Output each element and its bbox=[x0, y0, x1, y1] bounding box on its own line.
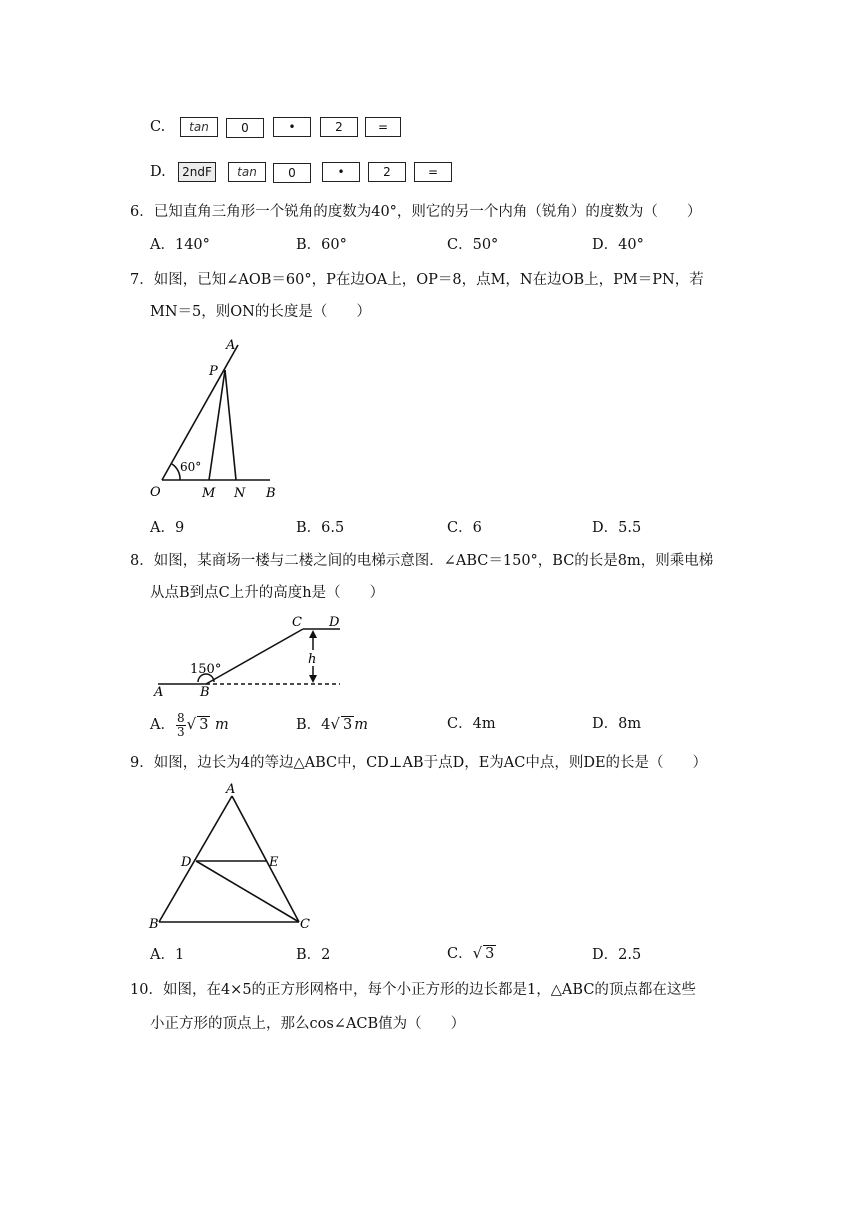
equals-key: = bbox=[365, 117, 401, 137]
dot-key: • bbox=[322, 162, 360, 182]
q6-option-c: C．50° bbox=[447, 237, 499, 253]
q5-option-c-label: C. bbox=[150, 119, 166, 135]
q5-option-d-label: D. bbox=[150, 164, 166, 180]
q8-stem-line2: 从点B到点C上升的高度h是（ ） bbox=[150, 585, 385, 601]
label-b: B bbox=[266, 486, 276, 501]
arrow-head-up bbox=[309, 630, 317, 638]
arrow-head-down bbox=[309, 675, 317, 683]
q7-option-c: C．6 bbox=[447, 520, 482, 536]
q10-stem-line1: 10．如图，在4×5的正方形网格中，每个小正方形的边长都是1，△ABC的顶点都在这些 bbox=[130, 982, 696, 998]
q8-figure bbox=[148, 610, 358, 700]
q7-option-a: A．9 bbox=[150, 520, 185, 536]
denominator: 3 bbox=[176, 724, 185, 739]
q8-option-d: D．8m bbox=[592, 716, 642, 732]
label-e: E bbox=[269, 855, 279, 870]
radicand: 3 bbox=[485, 946, 495, 962]
option-label: C． bbox=[447, 946, 473, 962]
label-d: D bbox=[181, 855, 192, 870]
label-b: B bbox=[200, 685, 210, 700]
two-key: 2 bbox=[320, 117, 358, 137]
dot-key: • bbox=[273, 117, 311, 137]
segment-pm bbox=[209, 370, 225, 480]
label-h: h bbox=[308, 652, 317, 667]
option-label: A． bbox=[150, 717, 175, 733]
q8-option-c: C．4m bbox=[447, 716, 496, 732]
q10-stem-line2: 小正方形的顶点上，那么cos∠ACB值为（ ） bbox=[150, 1016, 466, 1032]
second-function-key: 2ndF bbox=[178, 162, 216, 182]
q8-stem-line1: 8．如图，某商场一楼与二楼之间的电梯示意图．∠ABC＝150°，BC的长是8m，则乘电梯 bbox=[130, 553, 714, 569]
label-c: C bbox=[300, 917, 310, 932]
label-m: M bbox=[202, 486, 216, 501]
q9-option-c bbox=[447, 943, 496, 964]
unit: m bbox=[215, 717, 229, 733]
q6-stem: 6．已知直角三角形一个锐角的度数为40°，则它的另一个内角（锐角）的度数为（ ） bbox=[130, 204, 702, 220]
tan-key: tan bbox=[180, 117, 218, 137]
label-angle: 60° bbox=[180, 460, 202, 474]
two-key: 2 bbox=[368, 162, 406, 182]
radicand: 3 bbox=[199, 717, 209, 733]
numerator: 8 bbox=[176, 710, 185, 725]
label-a: A bbox=[226, 338, 236, 353]
zero-key: 0 bbox=[273, 163, 311, 183]
q9-option-d: D．2.5 bbox=[592, 947, 642, 963]
equals-key: = bbox=[414, 162, 452, 182]
radical-sign: √ bbox=[330, 715, 340, 733]
label-angle: 150° bbox=[190, 662, 222, 677]
label-b: B bbox=[149, 917, 159, 932]
q8-option-a bbox=[150, 708, 229, 741]
fraction bbox=[176, 712, 186, 739]
q6-option-b: B．60° bbox=[296, 237, 347, 253]
zero-key: 0 bbox=[226, 118, 264, 138]
q7-stem-line1: 7．如图，已知∠AOB＝60°，P在边OA上，OP＝8，点M，N在边OB上，PM＝PN，若 bbox=[130, 272, 704, 288]
q6-option-a: A．140° bbox=[150, 237, 210, 253]
q9-option-a: A．1 bbox=[150, 947, 185, 963]
q8-option-b bbox=[296, 714, 368, 735]
q7-option-b: B．6.5 bbox=[296, 520, 345, 536]
label-o: O bbox=[150, 485, 161, 500]
label-p: P bbox=[209, 364, 218, 379]
label-a: A bbox=[154, 685, 164, 700]
q7-option-d: D．5.5 bbox=[592, 520, 642, 536]
option-label: B．4 bbox=[296, 717, 331, 733]
q7-stem-line2: MN＝5，则ON的长度是（ ） bbox=[150, 304, 371, 320]
tan-key: tan bbox=[228, 162, 266, 182]
label-d: D bbox=[329, 615, 340, 630]
q9-figure bbox=[145, 780, 320, 935]
radical-sign: √ bbox=[186, 715, 197, 733]
side-ab bbox=[159, 796, 232, 922]
radicand: 3 bbox=[342, 717, 353, 733]
radical-sign: √ bbox=[472, 944, 483, 962]
side-ac bbox=[232, 796, 299, 922]
label-c: C bbox=[292, 615, 302, 630]
unit: m bbox=[354, 717, 368, 733]
segment-pn bbox=[225, 370, 236, 480]
q7-figure bbox=[140, 330, 290, 502]
label-a: A bbox=[226, 782, 236, 797]
angle-arc bbox=[172, 464, 180, 480]
q9-option-b: B．2 bbox=[296, 947, 331, 963]
q6-option-d: D．40° bbox=[592, 237, 644, 253]
label-n: N bbox=[234, 486, 246, 501]
q9-stem: 9．如图，边长为4的等边△ABC中，CD⊥AB于点D，E为AC中点，则DE的长是（ ） bbox=[130, 755, 708, 771]
